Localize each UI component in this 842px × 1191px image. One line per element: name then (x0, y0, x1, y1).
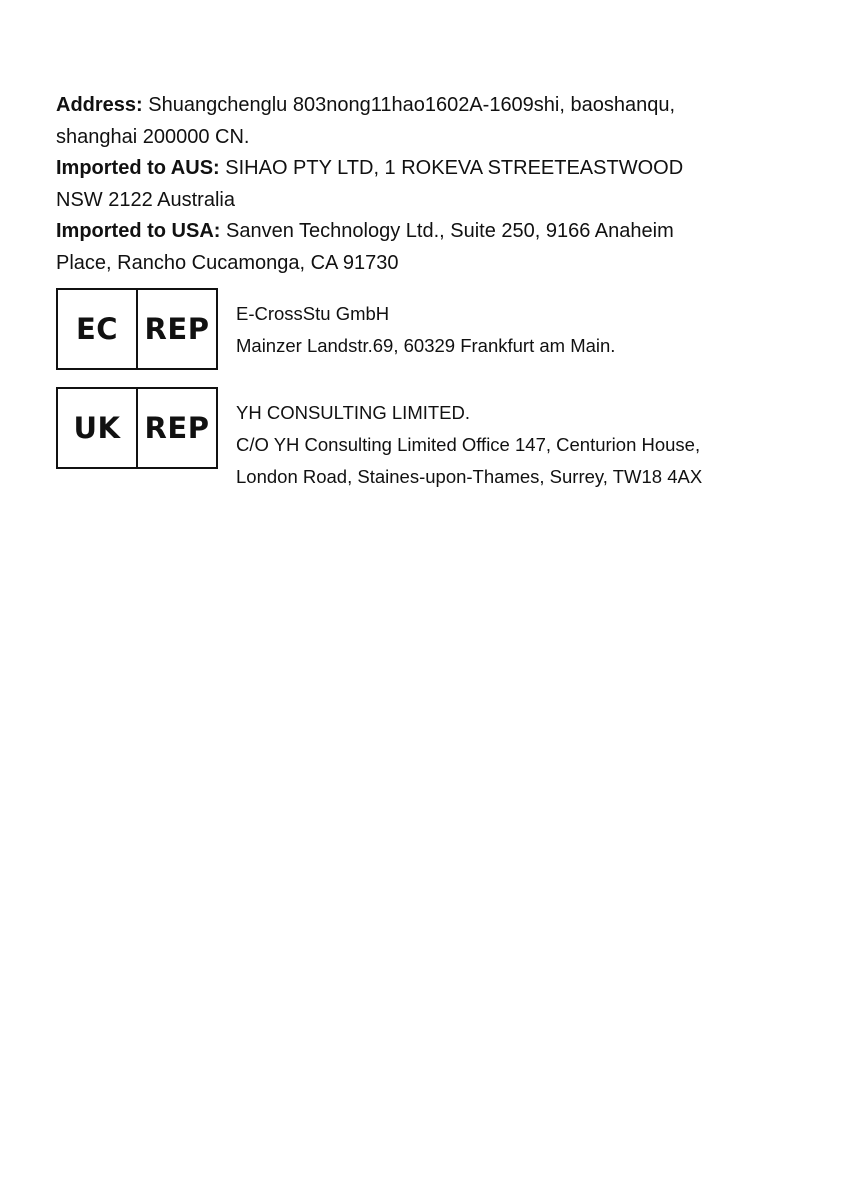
ec-rep-details (236, 298, 796, 362)
uk-rep-section (56, 387, 796, 487)
ec-rep-symbol (56, 288, 218, 370)
ec-rep-name: E-CrossStu GmbH (236, 303, 390, 324)
ec-rep-symbol-left: EC (58, 290, 138, 368)
address-block (56, 90, 796, 279)
ec-rep-section (56, 288, 796, 370)
importer-aus-line-2: NSW 2122 Australia (56, 188, 235, 211)
importer-aus (56, 153, 796, 185)
uk-rep-symbol (56, 387, 218, 469)
importer-aus-line-1: SIHAO PTY LTD, 1 ROKEVA STREETEASTWOOD (219, 157, 684, 179)
importer-usa-line-1: Sanven Technology Ltd., Suite 250, 9166 Anaheim (220, 220, 674, 242)
uk-rep-address-line-2: London Road, Staines-upon-Thames, Surrey, TW18 4AX (236, 466, 703, 487)
uk-rep-address-line-1: C/O YH Consulting Limited Office 147, Centurion House, (236, 434, 701, 455)
manufacturer-address (56, 90, 796, 122)
address-label: Address: (56, 94, 143, 116)
uk-rep-symbol-right: REP (144, 411, 210, 445)
importer-usa (56, 216, 796, 248)
importer-aus-label: Imported to AUS: (56, 157, 220, 179)
ec-rep-symbol-right: REP (144, 312, 210, 346)
uk-rep-symbol-left: UK (58, 389, 138, 467)
address-line-1: Shuangchenglu 803nong11hao1602A-1609shi, baoshanqu, (142, 94, 676, 116)
address-line-2: shanghai 200000 CN. (56, 125, 250, 148)
uk-rep-name: YH CONSULTING LIMITED. (236, 402, 471, 423)
importer-usa-line-2: Place, Rancho Cucamonga, CA 91730 (56, 251, 399, 274)
ec-rep-address: Mainzer Landstr.69, 60329 Frankfurt am Main. (236, 335, 616, 356)
importer-usa-label: Imported to USA: (56, 220, 221, 242)
uk-rep-details (236, 397, 796, 493)
